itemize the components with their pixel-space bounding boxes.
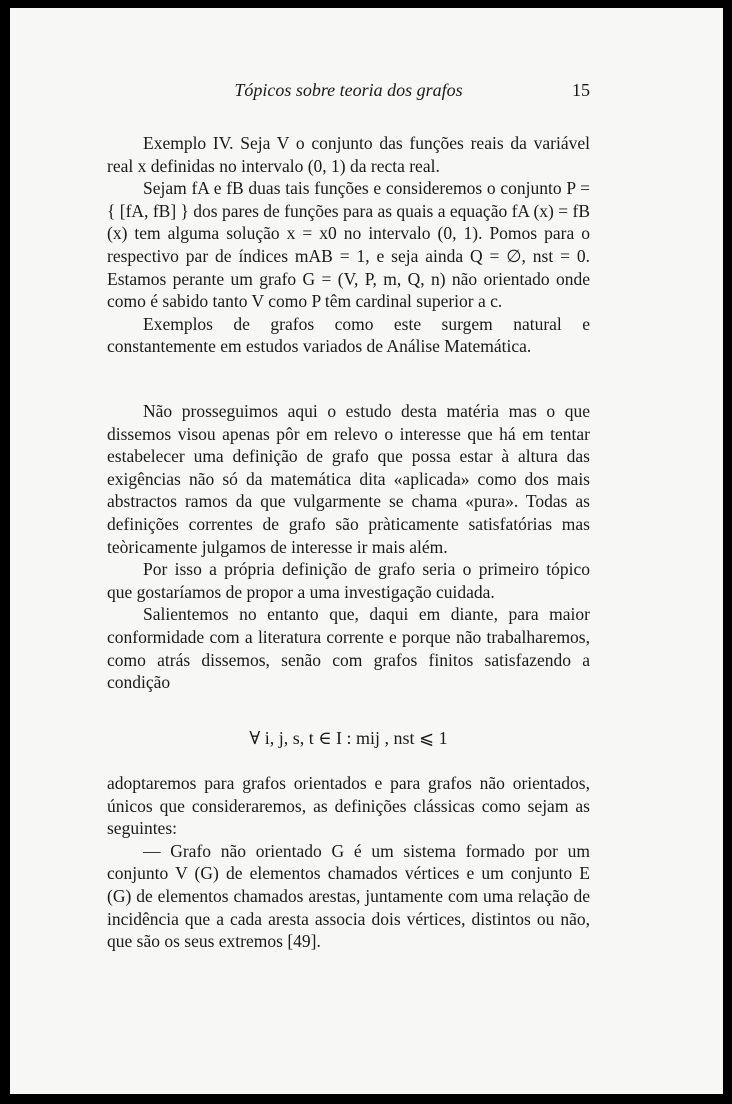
paragraph-example-intro: Exemplo IV. Seja V o conjunto das funções reais da variável real x definidas no intervalo (0, 1) da recta real. — [107, 133, 590, 176]
running-title: Tópicos sobre teoria dos grafos — [234, 80, 463, 100]
definitions-section — [107, 772, 590, 953]
paragraph-example-remark: Exemplos de grafos como este surgem natural e constantemente em estudos variados de Análise Matemática. — [107, 313, 590, 357]
discussion-section — [107, 400, 590, 694]
book-page — [10, 8, 723, 1094]
page-header — [107, 80, 590, 104]
paragraph-definitions-intro: adoptaremos para grafos orientados e para grafos não orientados, únicos que consideraremos, as definições clássicas como sejam as seguintes: — [107, 773, 590, 839]
paragraph-undirected-graph-definition: — Grafo não orientado G é um sistema formado por um conjunto V (G) de elementos chamados vértices e um conjunto E (G) de elementos chamados arestas, juntamente com uma relação de incidência que a cada aresta associa dois vértices, distintos ou não, que são os seus extremos [49]. — [107, 840, 590, 952]
page-number: 15 — [572, 80, 590, 100]
condition-formula: ∀ i, j, s, t ∈ I : mij , nst ⩽ 1 — [249, 728, 448, 748]
example-section — [107, 132, 590, 358]
paragraph-proposal: Por isso a própria definição de grafo seria o primeiro tópico que gostaríamos de propor a uma investigação cuidada. — [107, 559, 590, 602]
paragraph-discussion: Não prosseguimos aqui o estudo desta matéria mas o que dissemos visou apenas pôr em relevo o interesse que há em tentar estabelecer uma definição de grafo que possa estar à altura das exigências não só da matemática dita «aplicada» como dos mais abstractos ramos da que vulgarmente se chama «pura». Todas as definições correntes de grafo são pràticamente satisfatórias mas teòricamente julgamos de interesse ir mais além. — [107, 401, 590, 557]
paragraph-example-definition: Sejam fA e fB duas tais funções e consideremos o conjunto P = { [fA, fB] } dos pares de funções para as quais a equação fA (x) = fB (x) tem alguma solução x = x0 no intervalo (0, 1). Pomos para o respectivo par de índices mAB = 1, e seja ainda Q = ∅, nst = 0. Estamos perante um grafo G = (V, P, m, Q, n) não orientado onde como é sabido tanto V como P têm cardinal superior a c. — [107, 178, 590, 312]
paragraph-condition-intro: Salientemos no entanto que, daqui em diante, para maior conformidade com a literatura corrente e porque não trabalharemos, como atrás dissemos, senão com grafos finitos satisfazendo a condição — [107, 604, 590, 693]
